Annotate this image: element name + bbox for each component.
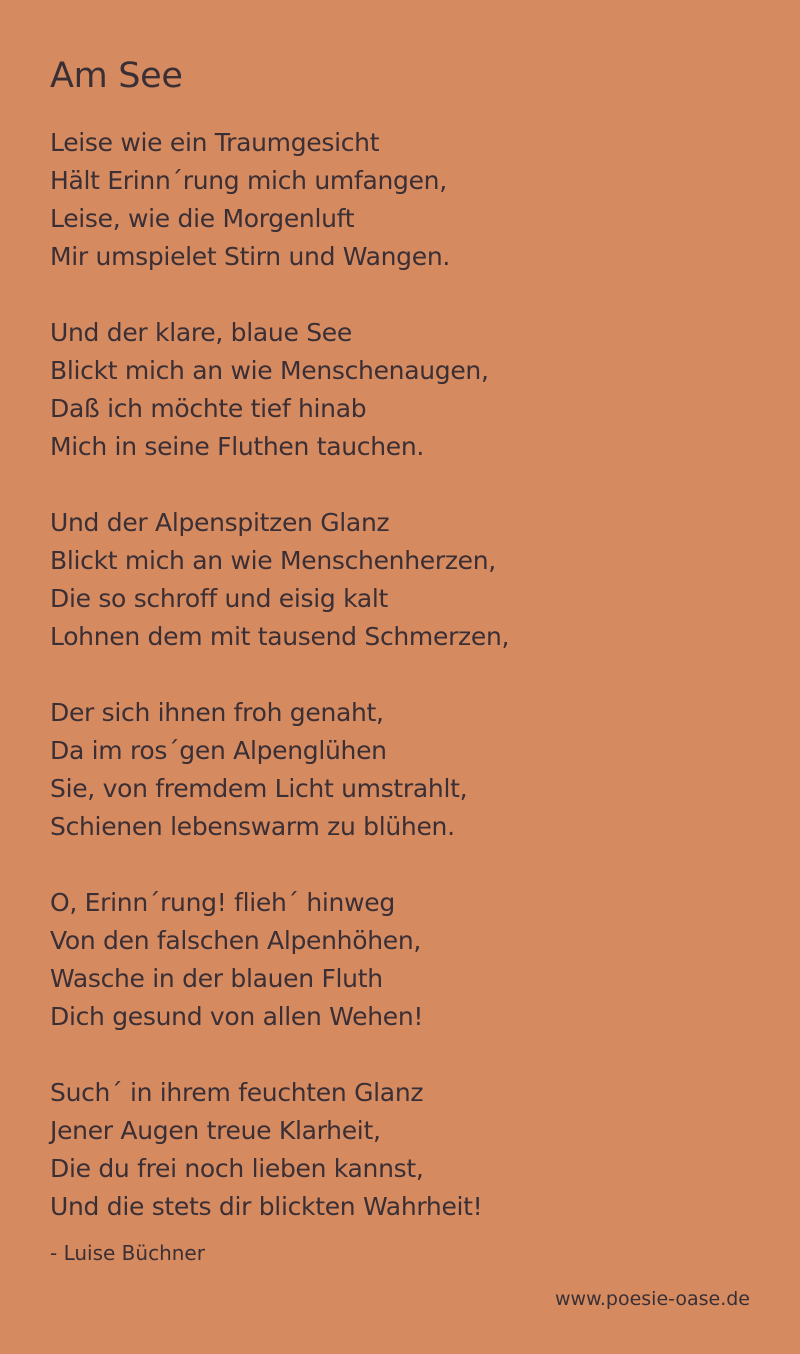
poem-line: Leise wie ein Traumgesicht xyxy=(50,128,380,157)
poem-line: Und die stets dir blickten Wahrheit! xyxy=(50,1192,483,1221)
poem-line: Und der klare, blaue See xyxy=(50,318,352,347)
poem-line: Mich in seine Fluthen tauchen. xyxy=(50,432,425,461)
poem-line: Der sich ihnen froh genaht, xyxy=(50,698,384,727)
poem-line: Blickt mich an wie Menschenaugen, xyxy=(50,356,489,385)
poem-line: Such´ in ihrem feuchten Glanz xyxy=(50,1078,424,1107)
poem-line: Dich gesund von allen Wehen! xyxy=(50,1002,424,1031)
poem-line: Blickt mich an wie Menschenherzen, xyxy=(50,546,496,575)
stanza xyxy=(50,124,509,276)
poem-line: Mir umspielet Stirn und Wangen. xyxy=(50,242,451,271)
poem-line: O, Erinn´rung! flieh´ hinweg xyxy=(50,888,395,917)
website-url: www.poesie-oase.de xyxy=(554,1288,750,1310)
poem-line: Wasche in der blauen Fluth xyxy=(50,964,383,993)
stanza xyxy=(50,504,509,656)
poem-title: Am See xyxy=(50,56,183,96)
poem-line: Die so schroff und eisig kalt xyxy=(50,584,389,613)
poem-author: - Luise Büchner xyxy=(50,1241,205,1265)
poem-line: Hält Erinn´rung mich umfangen, xyxy=(50,166,447,195)
poem-line: Sie, von fremdem Licht umstrahlt, xyxy=(50,774,468,803)
poem-line: Die du frei noch lieben kannst, xyxy=(50,1154,424,1183)
poem-line: Daß ich möchte tief hinab xyxy=(50,394,367,423)
stanza xyxy=(50,884,509,1036)
stanza xyxy=(50,694,509,846)
poem-line: Schienen lebenswarm zu blühen. xyxy=(50,812,455,841)
stanza xyxy=(50,1074,509,1226)
poem-line: Und der Alpenspitzen Glanz xyxy=(50,508,390,537)
stanza xyxy=(50,314,509,466)
poem-body xyxy=(50,124,509,1264)
poem-line: Lohnen dem mit tausend Schmerzen, xyxy=(50,622,510,651)
poem-line: Da im ros´gen Alpenglühen xyxy=(50,736,387,765)
poem-line: Jener Augen treue Klarheit, xyxy=(50,1116,381,1145)
poem-line: Von den falschen Alpenhöhen, xyxy=(50,926,422,955)
poem-line: Leise, wie die Morgenluft xyxy=(50,204,355,233)
